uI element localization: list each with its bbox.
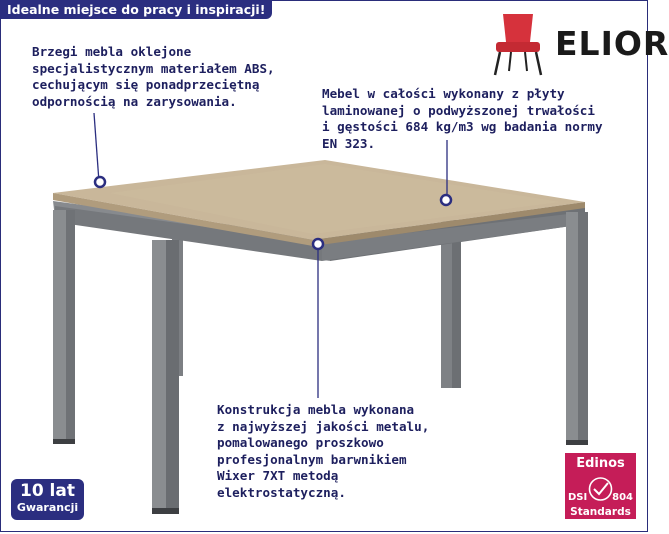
warranty-label: Gwarancji <box>16 501 79 514</box>
badge-brand: Edinos <box>576 456 625 471</box>
callout-edges-text: Brzegi mebla oklejone specjalistycznym materiałem ABS, cechującym się ponadprzeciętną odpornością na zarysowania. <box>32 44 275 109</box>
badge-label: Standards <box>570 506 631 518</box>
brand-logo: ELIOR <box>555 24 669 63</box>
callout-frame-text: Konstrukcja mebla wykonana z najwyższej jakości metalu, pomalowanego proszkowo profesjonalnym barwnikiem Wixer 7XT metodą elektrostatyczną. <box>217 402 430 500</box>
badge-left-code: DSI <box>568 492 588 503</box>
callout-board-text: Mebel w całości wykonany z płyty laminowanej o podwyższonej trwałości i gęstości 684 kg/m3 wg badania normy EN 323. <box>322 86 603 151</box>
edinos-standards-badge <box>565 453 636 519</box>
top-banner: Idealne miejsce do pracy i inspiracji! <box>0 0 272 19</box>
warranty-years: 10 lat <box>19 481 75 501</box>
warranty-badge <box>11 479 84 520</box>
badge-right-code: 804 <box>612 492 633 503</box>
